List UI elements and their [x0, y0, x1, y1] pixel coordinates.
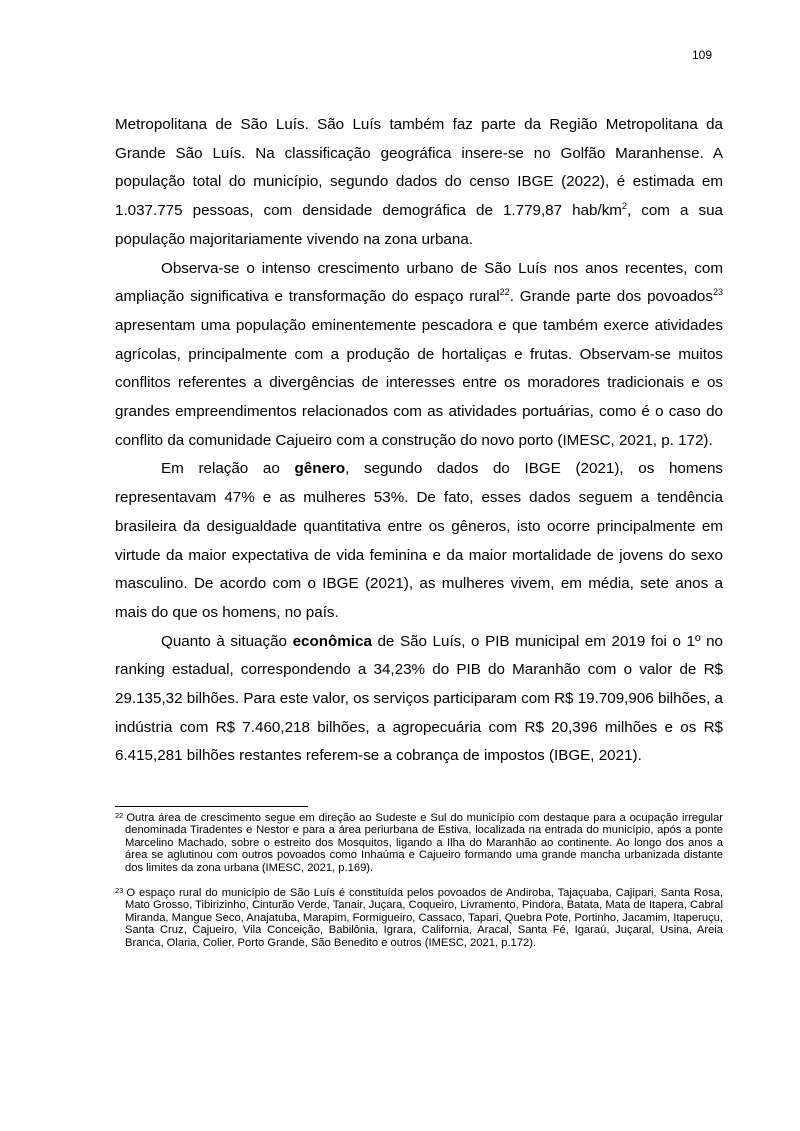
- text-segment: Observa-se o intenso crescimento urbano de São Luís nos anos recentes, com ampliação significativa e transformação do espaço rural: [115, 259, 723, 306]
- footnote-text: Outra área de crescimento segue em direção ao Sudeste e Sul do município com destaque para a ocupação irregular denominada Tiradentes e Nestor e para a área periurbana de Estiva, localizada na entrada do município, após a ponte Marcelino Machado, sobre o estreito dos Mosquitos, ligando a Ilha do Maranhão ao continente. Ao longo dos anos a área se aglutinou com outros povoados como Inhaúma e Cajueiro formando uma grande mancha urbanizada distante dos limites da zona urbana (IMESC, 2021, p.169).: [125, 812, 723, 874]
- text-segment: Metropolitana de São Luís. São Luís também faz parte da Região Metropolitana da Grande São Luís. Na classificação geográfica insere-se no Golfão Maranhense. A população total do município, segundo dados do censo IBGE (2022), é estimada em 1.037.775 pessoas, com densidade demográfica de 1.779,87 hab/km: [115, 116, 723, 220]
- bold-term: gênero: [294, 460, 346, 478]
- footnote-reference: 23: [712, 287, 723, 298]
- text-segment: . Grande parte dos povoados: [509, 288, 713, 306]
- footnote-number: 22: [115, 811, 124, 820]
- text-segment: Em relação ao: [161, 460, 295, 478]
- footnote-reference: 22: [499, 287, 510, 298]
- footnote-23: [115, 887, 723, 949]
- text-segment: , com a sua população majoritariamente vivendo na zona urbana.: [115, 202, 723, 248]
- text-segment: , segundo dados do IBGE (2021), os homens representavam 47% e as mulheres 53%. De fato, esses dados seguem a tendência brasileira da desigualdade quantitativa entre os gêneros, isto ocorre principalmente em virtude da maior expectativa de vida feminina e da maior mortalidade de jovens do sexo masculino. De acordo com o IBGE (2021), as mulheres vivem, em média, sete anos a mais do que os homens, no país.: [115, 460, 723, 621]
- text-segment: de São Luís, o PIB municipal em 2019 foi o 1º no ranking estadual, correspondendo a 34,23% do PIB do Maranhão com o valor de R$ 29.135,32 bilhões. Para este valor, os serviços participaram com R$ 19.709,906 bilhões, a indústria com R$ 7.460,218 bilhões, a agropecuária com R$ 20,396 milhões e os R$ 6.415,281 bilhões restantes referem-se a cobrança de impostos (IBGE, 2021).: [115, 632, 723, 765]
- footnote-reference: 2: [621, 201, 627, 212]
- paragraph-p2: [115, 255, 723, 456]
- text-segment: Quanto à situação: [161, 632, 293, 650]
- paragraph-p4: [115, 628, 723, 772]
- footnotes: [115, 812, 723, 962]
- paragraph-p3: [115, 455, 723, 627]
- text-segment: apresentam uma população eminentemente pescadora e que também exerce atividades agrícolas, principalmente com a produção de hortaliças e frutas. Observam-se muitos conflitos referentes a divergências de interesses entre os moradores tradicionais e os grandes empreendimentos relacionados com as atividades portuárias, como é o caso do conflito da comunidade Cajueiro com a construção do novo porto (IMESC, 2021, p. 172).: [115, 316, 723, 449]
- footnote-number: 23: [115, 886, 124, 896]
- paragraph-p1: [115, 111, 723, 255]
- footnote-separator: [115, 806, 308, 807]
- bold-term: econômica: [292, 632, 372, 650]
- body-text: [115, 111, 723, 771]
- page-number: 109: [691, 48, 712, 62]
- footnote-text: O espaço rural do município de São Luís é constituída pelos povoados de Andiroba, Tajaçuaba, Cajipari, Santa Rosa, Mato Grosso, Tibirizinho, Cinturão Verde, Tanair, Juçara, Coqueiro, Livramento, Pindora, Batata, Mata de Itapera, Cabral Miranda, Mangue Seco, Anajatuba, Marapim, Formigueiro, Cassaco, Tapari, Quebra Pote, Portinho, Jacamim, Itaperuçu, Santa Cruz, Cajueiro, Vila Conceição, Babilônia, Igrara, California, Aracal, Santa Fé, Igaraú, Juçaral, Usina, Areia Branca, Olaria, Colier, Porto Grande, São Benedito e outros (IMESC, 2021, p.172).: [125, 887, 723, 949]
- footnote-22: [115, 812, 723, 874]
